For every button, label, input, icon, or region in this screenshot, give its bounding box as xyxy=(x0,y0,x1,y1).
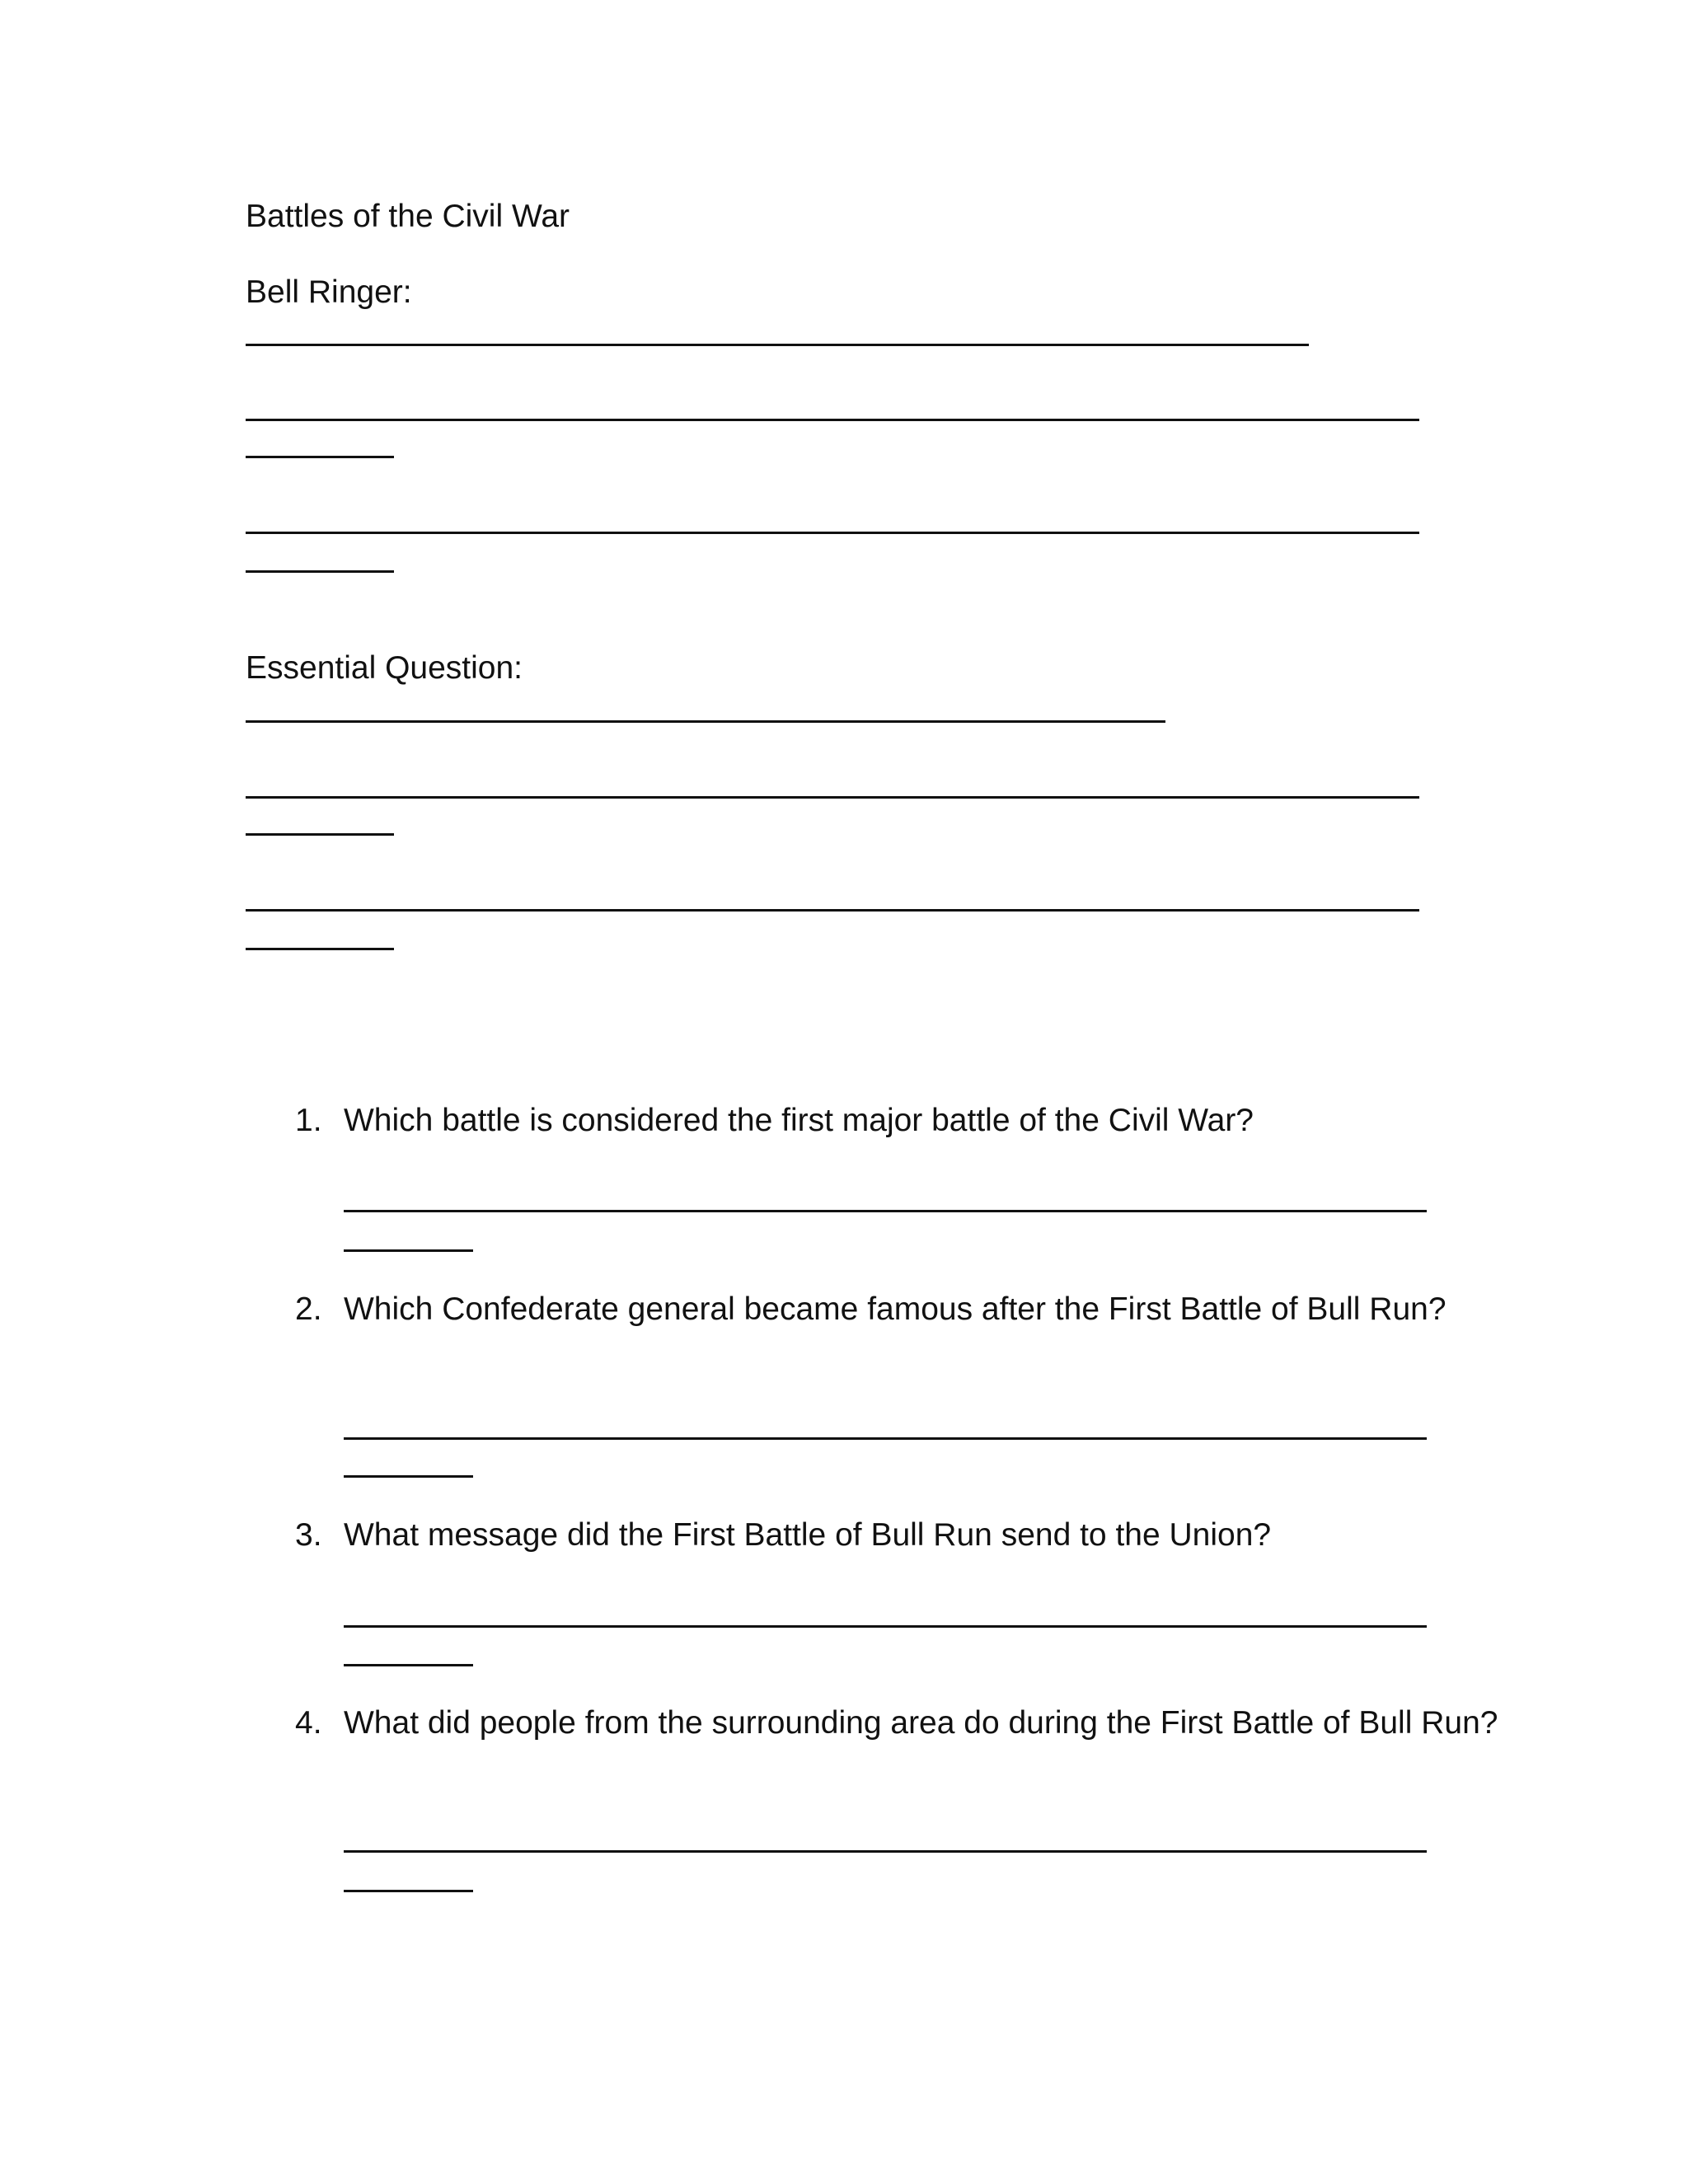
question-answer-line[interactable] xyxy=(344,1850,1427,1853)
essential-question-label: Essential Question: xyxy=(246,650,523,686)
bell-ringer-label: Bell Ringer: xyxy=(246,274,412,310)
bell-ringer-answer-line-2-tail[interactable] xyxy=(246,456,394,458)
bell-ringer-answer-line-3[interactable] xyxy=(246,532,1419,534)
question-answer-line-tail[interactable] xyxy=(344,1249,473,1252)
question-answer-line-tail[interactable] xyxy=(344,1475,473,1478)
question-number: 3. xyxy=(295,1517,322,1553)
question-answer-line[interactable] xyxy=(344,1625,1427,1628)
question-text: What message did the First Battle of Bull Run send to the Union? xyxy=(344,1517,1272,1553)
essential-question-answer-line-2[interactable] xyxy=(246,796,1419,799)
essential-question-answer-line-1[interactable] xyxy=(246,720,1165,723)
question-number: 4. xyxy=(295,1705,322,1741)
essential-question-answer-line-3-tail[interactable] xyxy=(246,948,394,950)
question-number: 2. xyxy=(295,1291,322,1327)
question-answer-line-tail[interactable] xyxy=(344,1890,473,1892)
bell-ringer-answer-line-1[interactable] xyxy=(246,344,1309,346)
essential-question-answer-line-2-tail[interactable] xyxy=(246,833,394,836)
question-number: 1. xyxy=(295,1103,322,1138)
question-answer-line[interactable] xyxy=(344,1437,1427,1440)
bell-ringer-answer-line-2[interactable] xyxy=(246,419,1419,421)
question-answer-line[interactable] xyxy=(344,1210,1427,1212)
question-text: Which Confederate general became famous after the First Battle of Bull Run? xyxy=(344,1291,1447,1327)
essential-question-answer-line-3[interactable] xyxy=(246,909,1419,912)
question-text: Which battle is considered the first major battle of the Civil War? xyxy=(344,1103,1254,1138)
bell-ringer-answer-line-3-tail[interactable] xyxy=(246,570,394,573)
worksheet-title: Battles of the Civil War xyxy=(246,199,570,234)
question-answer-line-tail[interactable] xyxy=(344,1664,473,1666)
question-text: What did people from the surrounding area do during the First Battle of Bull Run? xyxy=(344,1705,1498,1741)
